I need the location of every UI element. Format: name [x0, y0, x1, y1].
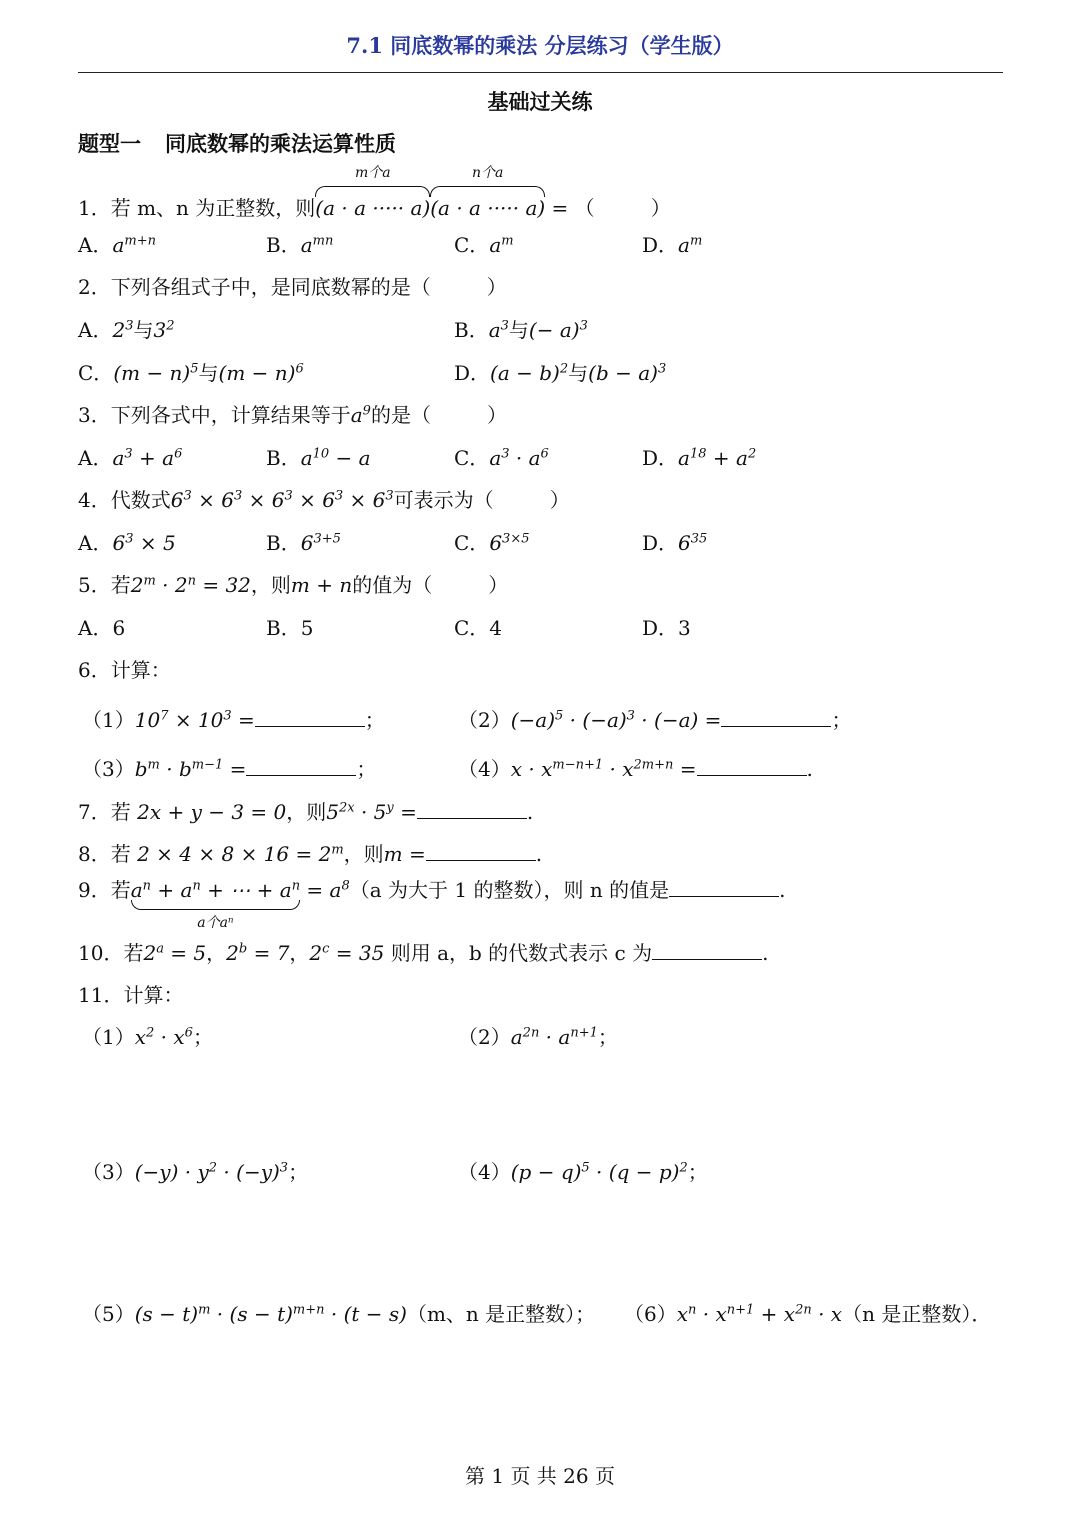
- question-3-option-d: D．$a^{18} + a^2$: [642, 446, 757, 470]
- question-11-part-3: $(3)(-y) \cdot y^2 \cdot (-y)^3$；: [82, 1160, 309, 1184]
- question-4-option-d: D．$6^{35}$: [642, 531, 708, 555]
- question-4-option-b: B．$6^{3+5}$: [266, 531, 341, 555]
- question-1-option-d: D．$a^m$: [642, 233, 703, 257]
- question-2-option-d: D．$(a - b)^2$与$(b - a)^3$: [454, 361, 667, 385]
- question-1-option-a: A．$a^{m+n}$: [78, 233, 156, 257]
- question-4-option-c: C．$6^{3\times 5}$: [454, 531, 530, 555]
- question-6-part-3: $(3)b^m \cdot b^{m-1}$ = ；: [82, 757, 377, 781]
- question-1-option-b: B．$a^{mn}$: [266, 233, 334, 257]
- question-4-stem: 4．代数式$6^3 \times 6^3 \times 6^3 \times 6^3 \times 6^3$可表示为（ ）: [78, 488, 570, 512]
- header-rule: [78, 72, 1003, 73]
- question-type-title: 题型一 同底数幂的乘法运算性质: [78, 131, 396, 156]
- question-6-stem: 6．计算：: [78, 658, 171, 682]
- question-1-option-c: C．$a^m$: [454, 233, 514, 257]
- page-footer: 第 1 页 共 26 页: [465, 1464, 615, 1488]
- question-2-option-c: C．$(m - n)^5$与$(m - n)^6$: [78, 361, 304, 385]
- question-2-stem: 2．下列各组式子中，是同底数幂的是（ ）: [78, 275, 507, 299]
- question-2-option-a: A．$2^3$与$3^2$: [78, 318, 175, 342]
- section-title: 基础过关练: [487, 89, 593, 114]
- question-5-option-a: A．6: [78, 616, 126, 640]
- question-11-stem: 11．计算：: [78, 983, 184, 1007]
- question-11-part-4: $(4)(p - q)^5 \cdot (q - p)^2$；: [458, 1160, 708, 1184]
- question-6-part-2: $(2)(-a)^5 \cdot (-a)^3 \cdot (-a)$ = ；: [458, 708, 852, 732]
- question-4-option-a: A．$6^3 \times 5$: [78, 531, 176, 555]
- question-3-option-a: A．$a^3 + a^6$: [78, 446, 183, 470]
- question-6-part-4: $(4)x \cdot x^{m-n+1} \cdot x^{2m+n}$ = .: [458, 757, 813, 781]
- question-5-option-d: D．3: [642, 616, 691, 640]
- question-2-option-b: B．$a^3$与(− a)$^3$: [454, 318, 588, 342]
- question-11-part-2: $(2)a^{2n} \cdot a^{n+1}$；: [458, 1025, 618, 1049]
- question-11-part-6: $(6)x^n \cdot x^{n+1} + x^{2n} \cdot x(n$ 是正整数）．: [624, 1302, 992, 1326]
- question-1-stem: 1．若 m、n 为正整数，则 m个a (a · a ····· a) n个a (a · a ····· a) = （ ）: [78, 165, 671, 220]
- document-title: 7.1 同底数幂的乘法 分层练习（学生版）: [346, 33, 734, 58]
- question-11-part-5: $(5)(s - t)^m \cdot (s - t)^{m+n} \cdot (t - s)(m$、n 是正整数）；: [82, 1302, 596, 1326]
- question-5-stem: 5．若$2^m \cdot 2^n = 32$，则m + n的值为（ ）: [78, 573, 509, 597]
- question-8: 8．若 $2 \times 4 \times 8 \times 16 = 2^m$，则m = .: [78, 842, 543, 866]
- question-5-option-b: B．5: [266, 616, 314, 640]
- question-10: 10．若$2^a = 5$，$2^b = 7$，$2^c = 35$ 则用 a，b 的代数式表示 c 为 .: [78, 941, 769, 965]
- question-6-part-1: $(1)10^7 \times 10^3$ = ；: [82, 708, 385, 732]
- question-7: 7．若 2x + y − 3 = 0，则$5^{2x} \cdot 5^y$ = .: [78, 800, 534, 824]
- question-9: 9．若 a个aⁿ $a^n + a^n$ + ⋯ + $a^n = a^8(a$ 为大于 1 的整数），则 n 的值是 .: [78, 878, 786, 931]
- question-3-option-c: C．$a^3 \cdot a^6$: [454, 446, 549, 470]
- question-11-part-1: $(1)x^2 \cdot x^6$；: [82, 1025, 213, 1049]
- question-5-option-c: C．4: [454, 616, 503, 640]
- question-3-stem: 3．下列各式中，计算结果等于$a^9$的是（ ）: [78, 403, 507, 427]
- question-3-option-b: B．$a^{10} - a$: [266, 446, 371, 470]
